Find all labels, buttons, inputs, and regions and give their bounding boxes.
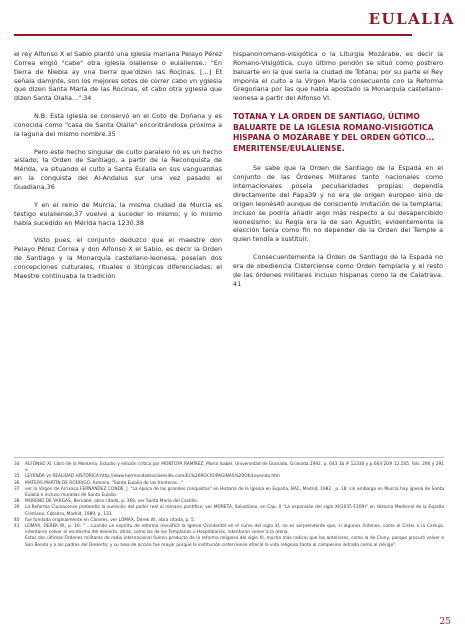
- footnote-number: 35: [14, 474, 20, 480]
- footnote-text: LÓMAX, DEREK W., p. 16: " …cuando un espíritu de reforma revivificó la Iglesia Occidental en el curso del siglo XI, no es sorprendente que, si algunos órdenes, como el Císter o la Cartuja, intentaron volver al ascetismo del desierto, otras, como las de los Templarios u Hospitalarios, intentaron volver a la arena.: [25, 524, 444, 536]
- footnotes: [14, 462, 444, 549]
- left-paragraph: Pero este hecho singular de culto paralelo no es un hecho aislado; la Orden de Santiago, a partir de la Reconquista de Mérida, va situando el culto a Santa Eulalia en sus vanguardias en la conquista del Al-Andalus sur una vez pasado el Guadiana.36: [14, 147, 222, 191]
- right-column: [233, 50, 443, 297]
- page-header: [0, 0, 465, 38]
- right-paragraph: hispanorromano-visigótica o la Liturgia Mozárabe, es decir la Romano-Visigótica, cuyo último pendón se situó como postrero baluarte en la que sería la ciudad de Totana; por su parte el Rey imponía el culto a la Virgen María consecuente con la Reforma Gregoriana por las que había apostado la Monarquía castellano-leonesa a partir del Alfonso VI.: [233, 50, 443, 103]
- footnote-text: La Reforma Cluniacense pretendía la sumisión del poder real al romano pontífice, ver MORETA, Salustiano, en Cap. II "La expansión del siglo XI(1035-1109)" en Historia Medieval de la España Cristiana, Cátedra, Madrid, 1989, p. 133.: [25, 505, 444, 517]
- footnote-text: MATEOS MARTÍN DE RODRIGO, Antonio, "Santa Eulalia de las fronteras…": [25, 480, 184, 486]
- footnote-number: 37: [14, 486, 20, 492]
- left-paragraph: Visto pues, el conjunto deduzco que el maestre don Pelayo Pérez Correa y don Alfonso X el Sabio, es decir la Orden de Santiago y la Monarquía castellano-leonesa, poseían dos concepciones culturales, rituales o litúrgicas diferenciadas; el Maestre continuaba la tradición: [14, 236, 222, 280]
- footnote: [14, 487, 444, 499]
- footnote: [14, 536, 444, 548]
- footnote-number: 34: [14, 462, 20, 467]
- footnote-number: 36: [14, 480, 20, 486]
- footnote-text: ver la Virgen de Arrixaca FERNÁNDEZ CONDE, J. "La época de las grandes conquistas" en Historia de la Iglesia en España, BAC, Madrid, 1982 , p. 18; sin embargo en Murcia hay iglesia de Santa Eulalia e incluso murallas de Santa Eulalia.: [25, 486, 444, 499]
- footnote-number: [14, 536, 25, 548]
- footnotes-divider: [14, 457, 444, 458]
- right-paragraph: Se sabe que la Orden de Santiago de la Espada en el conjunto de las Órdenes Militares tanto nacionales como internacionales poseía peculiaridades propias: dependía directamente del Papa39 y no era de origen europeo sino de origen leonés40 aunque de consciente imitación de la templaria; incluso se podría añadir algo más respecto a su desapercibido leonesismo: su Regla era la de san Agustín; evidentemente la elección tenía como fin no depender de la Orden del Temple a quien tendía a sustituir.: [233, 164, 443, 244]
- footnote-text: fue fundada originalmente en Cáceres, ver LÓMAX, Derek W., obra citada, p. 5.: [25, 517, 196, 523]
- footnote-text: Estas dos últimas Órdenes militares de radio internacional fueron producto de la reforma religiosa del siglo XI, mucho más radical que las anteriores, como la de Cluny, porque procuró volver a San Benito y a los padres del Desierto; y su área de acción fue mayor porque la institución cisterciense ofreció la vida religiosa tanto al campesino iletrado como al clérigo".: [25, 536, 444, 548]
- footnote-text: LEYENDA vs REALIDAD HISTÓRICA:http://www.hermandadrocioseville.com/EL%20ROCIO/PAGINAS%20OK/Leyenda.htm: [25, 474, 280, 480]
- running-header-title: EULALIA: [368, 10, 455, 28]
- footnote: [14, 462, 444, 474]
- left-paragraph: N.B. Esta iglesia se conservó en el Coto de Doñana y es conocida como "casa de Santa Olalla" encontrándose próxima a la laguna del mismo nombre.35: [14, 112, 222, 138]
- left-paragraph: el rey Alfonso X el Sabio plantó una iglesia mariana Pelayo Pérez Correa erigió "cabe" otra iglesia olaliense o eulaliense.: "En tierra de Niebla ay vna tierra que'dizen las Roçinas, […] Et señala damjnte, son los mejores sotos de correr cabo vn yglesia que dizen Santa María de las Rocinas, et cabo otra yglesia que dizen Santa Olalla…".34: [14, 50, 222, 103]
- footnote-number: 39: [14, 505, 20, 511]
- left-column: [14, 50, 222, 290]
- footnote: [14, 505, 444, 517]
- header-rule: [14, 34, 412, 36]
- footnote-number: 38: [14, 499, 20, 505]
- page-number: 25: [439, 617, 451, 627]
- left-paragraph: Y en el reino de Murcia, la misma ciudad de Murcia es testigo eulaliense,37 vuelve a suceder lo mismo; y lo mismo había sucedido en Mérida hacia 1230.38: [14, 200, 222, 227]
- footnote-number: 40: [14, 517, 20, 523]
- right-paragraph: Consecuentemente la Orden de Santiago de la Espada no era de obediencia Cisterciense como Orden templaria y el resto de las órdenes militares incluso hispanas como la de Calatrava. 41: [233, 253, 443, 288]
- footnote-text: ALFONSO XI, Libro de la Montería, Estudio y edición crítica por MONTOYA RAMÍREZ, María Isabel, Universidad de Granada, Granada,1992, p. 643 3b # 12330 y p.664 20# 12.545. fols. 290 y 291 v.: [25, 462, 444, 474]
- section-heading: TOTANA Y LA ORDEN DE SANTIAGO, ÚLTIMO BALUARTE DE LA IGLESIA ROMANO-VISIGÓTICA HISPANA O MOZÁRABE Y DEL ORDEN GÓTICO... EMERITENSE/EULALIENSE.: [233, 112, 435, 153]
- footnote-number: 41: [14, 524, 20, 530]
- footnote: [14, 524, 444, 536]
- footnote-text: MORENO DE VARGAS, Bernabé, obra citada, p. 369, ver Santa María del Castillo.: [25, 499, 199, 505]
